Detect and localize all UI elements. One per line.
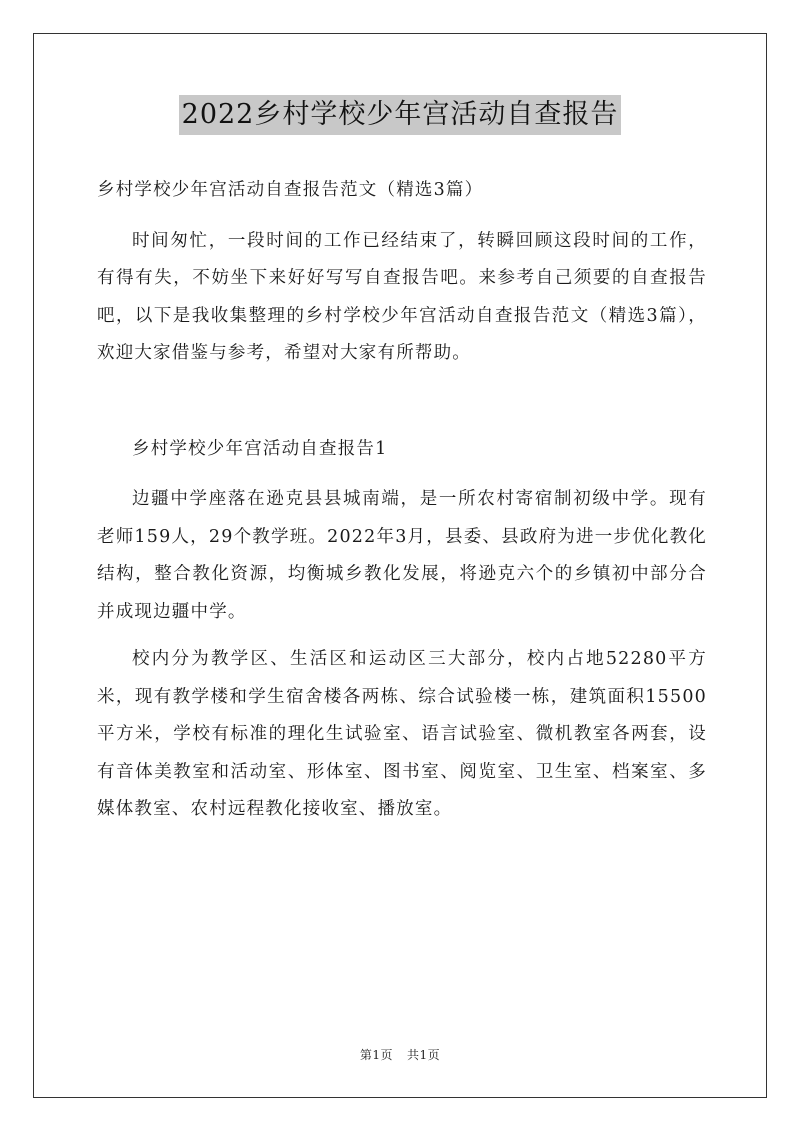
document-subtitle: 乡村学校少年宫活动自查报告范文（精选3篇） xyxy=(97,180,484,200)
body-paragraph-2: 校内分为教学区、生活区和运动区三大部分，校内占地52280平方米，现有教学楼和学生宿舍楼各两栋、综合试验楼一栋，建筑面积15500平方米，学校有标准的理化生试验室、语言试验室、微机教室各两套，设有音体美教室和活动室、形体室、图书室、阅览室、卫生室、档案室、多媒体教室、农村远程教化接收室、播放室。 xyxy=(97,649,707,819)
document-title: 2022乡村学校少年宫活动自查报告 xyxy=(179,95,622,135)
page-footer xyxy=(0,1046,800,1063)
intro-paragraph: 时间匆忙，一段时间的工作已经结束了，转瞬回顾这段时间的工作，有得有失，不妨坐下来好好写写自查报告吧。来参考自己须要的自查报告吧，以下是我收集整理的乡村学校少年宫活动自查报告范文（精选3篇），欢迎大家借鉴与参考，希望对大家有所帮助。 xyxy=(97,230,707,363)
section-spacer xyxy=(97,383,707,431)
section-heading: 乡村学校少年宫活动自查报告1 xyxy=(132,438,388,459)
body-paragraph-1: 边疆中学座落在逊克县县城南端，是一所农村寄宿制初级中学。现有老师159人，29个教学班。2022年3月，县委、县政府为进一步优化教化结构，整合教化资源，均衡城乡教化发展，将逊克六个的乡镇初中部分合并成现边疆中学。 xyxy=(97,489,707,622)
page-total: 共1页 xyxy=(407,1048,441,1062)
document-body xyxy=(97,172,707,839)
title-container xyxy=(0,95,800,135)
page-number: 第1页 xyxy=(359,1048,393,1062)
